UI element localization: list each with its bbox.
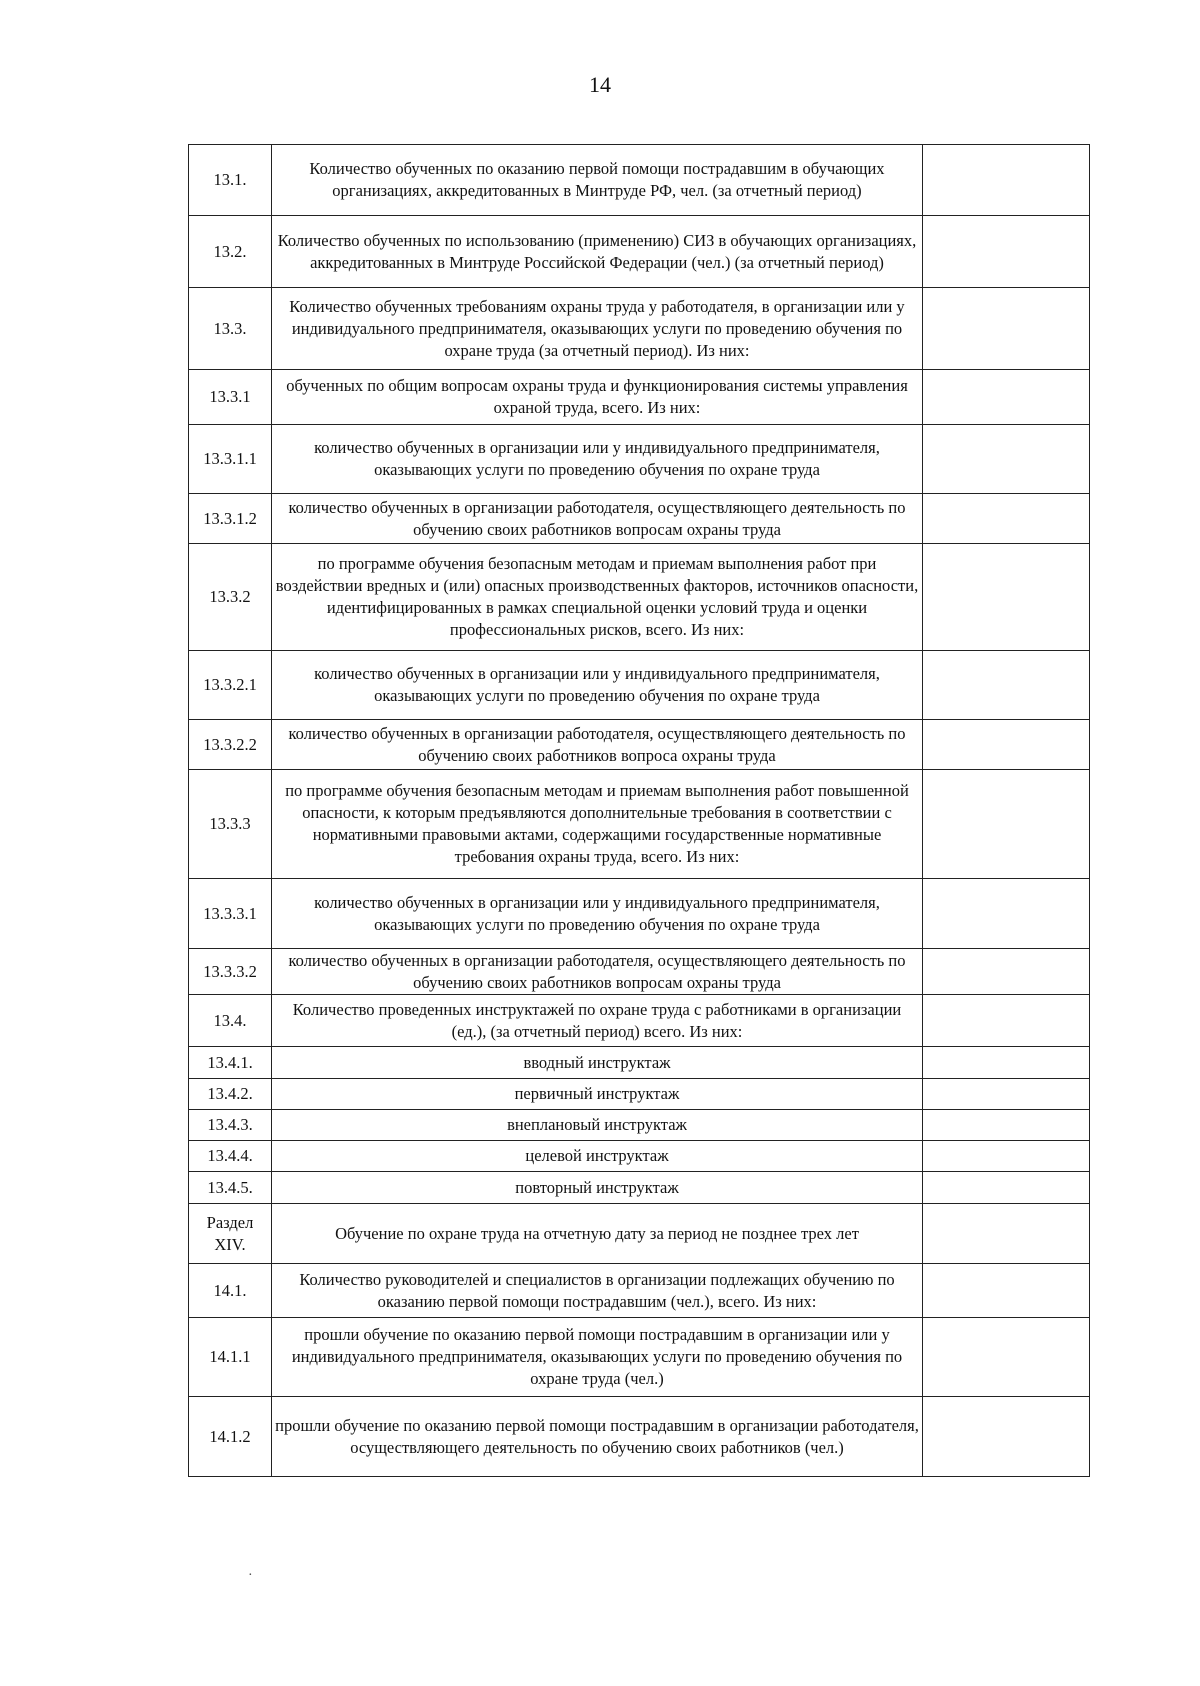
table-row: [189, 651, 1090, 720]
row-code: 13.2.: [189, 216, 272, 288]
page-number: 14: [589, 72, 611, 97]
row-value: [923, 1264, 1090, 1318]
row-value: [923, 216, 1090, 288]
row-description: по программе обучения безопасным методам и приемам выполнения работ повышенной опасности, к которым предъявляются дополнительные требования в соответствии с нормативными правовыми актами, содержащими государственные нормативные требования охраны труда, всего. Из них:: [272, 770, 923, 879]
row-code: 13.1.: [189, 145, 272, 216]
row-value: [923, 494, 1090, 544]
row-code: 13.3.2.2: [189, 720, 272, 770]
table-row: [189, 288, 1090, 370]
row-code: 13.3.: [189, 288, 272, 370]
row-code: 13.3.2: [189, 544, 272, 651]
row-code: 14.1.2: [189, 1397, 272, 1477]
row-value: [923, 879, 1090, 949]
row-value: [923, 544, 1090, 651]
row-description: количество обученных в организации работодателя, осуществляющего деятельность по обучению своих работников вопросам охраны труда: [272, 949, 923, 995]
table-row: [189, 425, 1090, 494]
table-row: [189, 995, 1090, 1047]
table-row: [189, 1397, 1090, 1477]
row-description: Количество проведенных инструктажей по охране труда с работниками в организации (ед.), (за отчетный период) всего. Из них:: [272, 995, 923, 1047]
table-row: [189, 494, 1090, 544]
row-description: количество обученных в организации или у индивидуального предпринимателя, оказывающих услуги по проведению обучения по охране труда: [272, 879, 923, 949]
row-code: 13.4.3.: [189, 1110, 272, 1141]
row-code: 13.4.: [189, 995, 272, 1047]
row-description: Количество обученных по оказанию первой помощи пострадавшим в обучающих организациях, аккредитованных в Минтруде РФ, чел. (за отчетный период): [272, 145, 923, 216]
report-table: [188, 144, 1090, 1477]
row-value: [923, 1318, 1090, 1397]
table-row: [189, 1079, 1090, 1110]
table-row: [189, 1204, 1090, 1264]
table-row: [189, 216, 1090, 288]
row-description: количество обученных в организации или у индивидуального предпринимателя, оказывающих услуги по проведению обучения по охране труда: [272, 425, 923, 494]
row-description: прошли обучение по оказанию первой помощи пострадавшим в организации или у индивидуального предпринимателя, оказывающих услуги по проведению обучения по охране труда (чел.): [272, 1318, 923, 1397]
row-value: [923, 995, 1090, 1047]
row-value: [923, 145, 1090, 216]
table-row: [189, 145, 1090, 216]
row-description: повторный инструктаж: [272, 1172, 923, 1204]
row-code: 13.3.3: [189, 770, 272, 879]
row-code: 13.3.2.1: [189, 651, 272, 720]
row-description: Количество руководителей и специалистов в организации подлежащих обучению по оказанию первой помощи пострадавшим (чел.), всего. Из них:: [272, 1264, 923, 1318]
row-code: 14.1.1: [189, 1318, 272, 1397]
table-row: [189, 949, 1090, 995]
row-description: по программе обучения безопасным методам и приемам выполнения работ при воздействии вредных и (или) опасных производственных факторов, источников опасности, идентифицированных в рамках специальной оценки условий труда и оценки профессиональных рисков, всего. Из них:: [272, 544, 923, 651]
row-code: 13.3.1: [189, 370, 272, 425]
row-description: первичный инструктаж: [272, 1079, 923, 1110]
row-value: [923, 651, 1090, 720]
row-code: 13.4.4.: [189, 1141, 272, 1172]
report-table-body: [189, 145, 1090, 1477]
row-value: [923, 425, 1090, 494]
row-value: [923, 1110, 1090, 1141]
row-code: Раздел XIV.: [189, 1204, 272, 1264]
row-code: 14.1.: [189, 1264, 272, 1318]
table-row: [189, 1172, 1090, 1204]
row-description: обученных по общим вопросам охраны труда и функционирования системы управления охраной труда, всего. Из них:: [272, 370, 923, 425]
table-row: [189, 1264, 1090, 1318]
row-value: [923, 720, 1090, 770]
table-row: [189, 1318, 1090, 1397]
row-code: 13.4.2.: [189, 1079, 272, 1110]
row-description: Количество обученных по использованию (применению) СИЗ в обучающих организациях, аккредитованных в Минтруде Российской Федерации (чел.) (за отчетный период): [272, 216, 923, 288]
row-value: [923, 288, 1090, 370]
row-description: количество обученных в организации или у индивидуального предпринимателя, оказывающих услуги по проведению обучения по охране труда: [272, 651, 923, 720]
table-row: [189, 1141, 1090, 1172]
row-value: [923, 1047, 1090, 1079]
row-description: внеплановый инструктаж: [272, 1110, 923, 1141]
row-code: 13.3.3.2: [189, 949, 272, 995]
row-code: 13.3.3.1: [189, 879, 272, 949]
table-row: [189, 879, 1090, 949]
table-row: [189, 1047, 1090, 1079]
row-description: прошли обучение по оказанию первой помощи пострадавшим в организации работодателя, осуществляющего деятельность по обучению своих работников (чел.): [272, 1397, 923, 1477]
table-row: [189, 1110, 1090, 1141]
row-description: Количество обученных требованиям охраны труда у работодателя, в организации или у индивидуального предпринимателя, оказывающих услуги по проведению обучения по охране труда (за отчетный период). Из них:: [272, 288, 923, 370]
table-row: [189, 770, 1090, 879]
row-description: количество обученных в организации работодателя, осуществляющего деятельность по обучению своих работников вопросам охраны труда: [272, 494, 923, 544]
row-value: [923, 1141, 1090, 1172]
row-value: [923, 1172, 1090, 1204]
row-value: [923, 770, 1090, 879]
row-value: [923, 1204, 1090, 1264]
table-row: [189, 720, 1090, 770]
row-description: целевой инструктаж: [272, 1141, 923, 1172]
row-code: 13.4.1.: [189, 1047, 272, 1079]
row-description: вводный инструктаж: [272, 1047, 923, 1079]
row-value: [923, 1397, 1090, 1477]
scan-mark: ·: [248, 1568, 253, 1583]
table-row: [189, 544, 1090, 651]
row-code: 13.3.1.2: [189, 494, 272, 544]
row-code: 13.4.5.: [189, 1172, 272, 1204]
row-description: количество обученных в организации работодателя, осуществляющего деятельность по обучению своих работников вопроса охраны труда: [272, 720, 923, 770]
row-code: 13.3.1.1: [189, 425, 272, 494]
row-description: Обучение по охране труда на отчетную дату за период не позднее трех лет: [272, 1204, 923, 1264]
row-value: [923, 370, 1090, 425]
row-value: [923, 1079, 1090, 1110]
row-value: [923, 949, 1090, 995]
table-row: [189, 370, 1090, 425]
